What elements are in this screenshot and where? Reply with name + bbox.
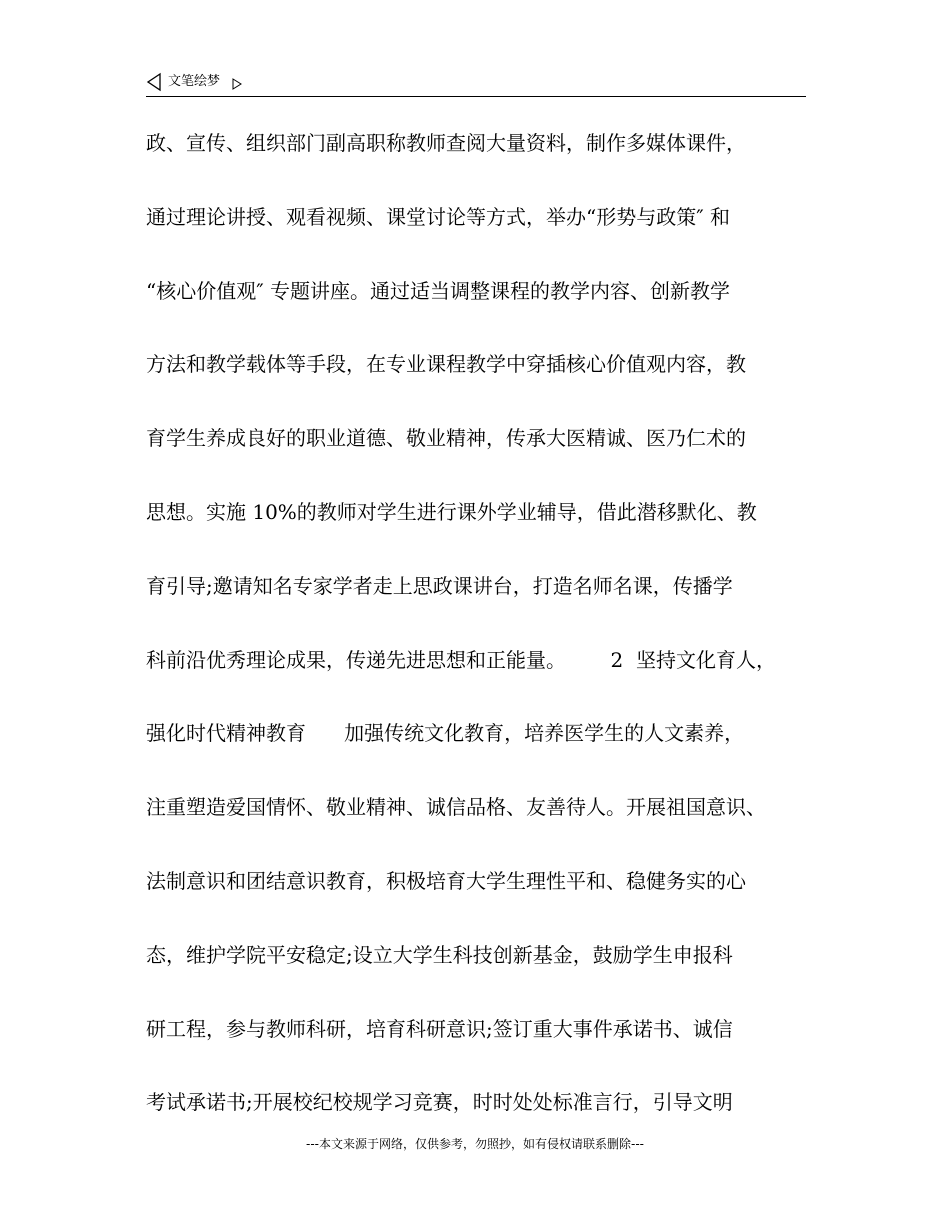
body-line: 科前沿优秀理论成果，传递先进思想和正能量。 2 坚持文化育人，	[146, 647, 776, 672]
body-line: 思想。实施 10%的教师对学生进行课外学业辅导，借此潜移默化、教	[146, 499, 757, 524]
body-line: 考试承诺书;开展校纪校规学习竞赛，时时处处标准言行，引导文明	[146, 1090, 733, 1115]
body-line: 态，维护学院平安稳定;设立大学生科技创新基金，鼓励学生申报科	[146, 942, 733, 967]
body-line: 强化时代精神教育 加强传统文化教育，培养医学生的人文素养，	[146, 721, 745, 746]
page-header	[146, 72, 806, 97]
body-line: “核心价值观″ 专题讲座。通过适当调整课程的教学内容、创新教学	[146, 278, 731, 303]
body-text	[146, 126, 806, 1159]
body-line: 通过理论讲授、观看视频、课堂讨论等方式，举办“形势与政策″ 和	[146, 204, 731, 229]
body-line: 育学生养成良好的职业道德、敬业精神，传承大医精诚、医乃仁术的	[146, 426, 746, 451]
header-title: 文笔绘梦	[168, 74, 221, 89]
page-footer: ---本文来源于网络，仅供参考，勿照抄，如有侵权请联系删除---	[306, 1137, 644, 1151]
body-line: 育引导;邀请知名专家学者走上思政课讲台，打造名师名课，传播学	[146, 573, 733, 598]
body-line: 研工程，参与教师科研，培育科研意识;签订重大事件承诺书、诚信	[146, 1016, 733, 1041]
body-line: 注重塑造爱国情怀、敬业精神、诚信品格、友善待人。开展祖国意识、	[146, 795, 766, 820]
body-line: 方法和教学载体等手段，在专业课程教学中穿插核心价值观内容，教	[146, 352, 746, 377]
triangle-left-outline-icon	[146, 72, 162, 92]
body-line: 法制意识和团结意识教育，积极培育大学生理性平和、稳健务实的心	[146, 868, 746, 893]
triangle-right-outline-icon	[232, 75, 242, 87]
body-line: 政、宣传、组织部门副高职称教师查阅大量资料，制作多媒体课件，	[146, 131, 746, 155]
